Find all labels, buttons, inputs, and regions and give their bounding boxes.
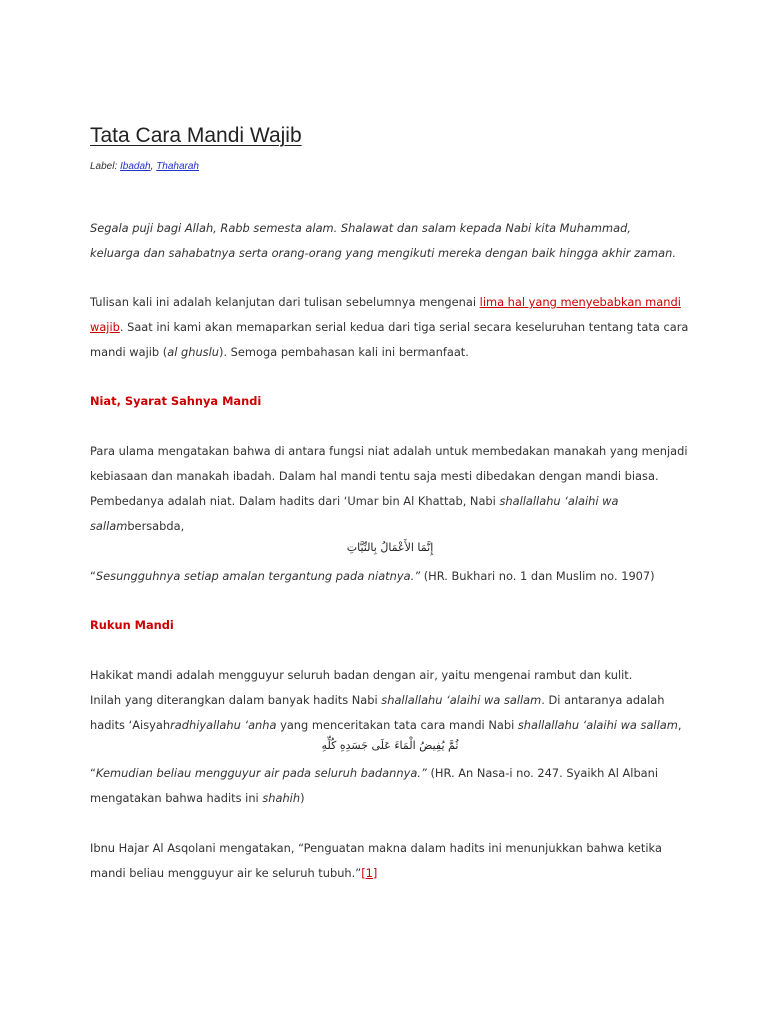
rukun-line-2-italic: shallallahu ‘alaihi wa sallam bbox=[381, 693, 542, 707]
rukun-line-3-italic-1: radhiyallahu ‘anha bbox=[170, 718, 277, 732]
arabic-hadith-niat: إِنَّمَا الأَعْمَالُ بِالنِّيَّاتِ bbox=[346, 541, 434, 554]
quote-rukun-end: ) bbox=[300, 791, 305, 805]
paragraph-rukun bbox=[90, 663, 690, 738]
p1-text-mid: . Saat ini kami akan memaparkan serial kedua dari tiga serial secara keseluruhan tentang tata cara mandi wajib ( bbox=[90, 320, 689, 359]
heading-niat: Niat, Syarat Sahnya Mandi bbox=[90, 394, 262, 408]
intro-line-2: keluarga dan sahabatnya serta orang-orang yang mengikuti mereka dengan baik hingga akhir zaman. bbox=[90, 246, 676, 260]
rukun-line-3-mid: yang menceritakan tata cara mandi Nabi bbox=[276, 718, 518, 732]
rukun-line-3-post: , bbox=[677, 718, 682, 732]
rukun-line-2-post: . Di antaranya adalah bbox=[541, 693, 665, 707]
intro-line-1: Segala puji bagi Allah, Rabb semesta alam. Shalawat dan salam kepada Nabi kita Muhammad, bbox=[90, 221, 631, 235]
quote-rukun-open: “ bbox=[90, 766, 96, 780]
paragraph-ibnu-hajar bbox=[90, 836, 690, 886]
quote-niat-ref: (HR. Bukhari no. 1 dan Muslim no. 1907) bbox=[420, 569, 655, 583]
label-link-thaharah[interactable]: Thaharah bbox=[156, 161, 199, 172]
rukun-line-1: Hakikat mandi adalah mengguyur seluruh badan dengan air, yaitu mengenai rambut dan kulit. bbox=[90, 668, 633, 682]
paragraph-continuation bbox=[90, 290, 690, 365]
quote-rukun-ref: (HR. An Nasa-i no. 247. Syaikh Al Albani mengatakan bahwa hadits ini bbox=[90, 766, 659, 805]
quote-niat bbox=[90, 564, 690, 589]
niat-text-pre: Para ulama mengatakan bahwa di antara fungsi niat adalah untuk membedakan manakah yang menjadi kebiasaan dan manakah ibadah. Dalam hal mandi tentu saja mesti dibedakan dengan mandi biasa. Pembedanya adalah niat. Dalam hadits dari ‘Umar bin Al Khattab, Nabi bbox=[90, 444, 688, 508]
footnote-link[interactable]: [1] bbox=[361, 866, 378, 880]
label-link-ibadah[interactable]: Ibadah bbox=[120, 161, 151, 172]
quote-niat-open: “ bbox=[90, 569, 96, 583]
quote-rukun bbox=[90, 761, 690, 811]
link-lima-hal[interactable]: lima hal yang menyebabkan mandi wajib bbox=[90, 295, 681, 334]
quote-rukun-italic: shahih bbox=[262, 791, 301, 805]
rukun-line-2-pre: Inilah yang diterangkan dalam banyak hadits Nabi bbox=[90, 693, 382, 707]
rukun-line-3-pre: hadits ‘Aisyah bbox=[90, 718, 171, 732]
intro-paragraph bbox=[90, 216, 690, 266]
post-title[interactable]: Tata Cara Mandi Wajib bbox=[90, 124, 302, 147]
arabic-hadith-rukun: ثُمَّ يُفِيضُ الْمَاءَ عَلَى جَسَدِهِ كُلِّهِ bbox=[321, 739, 459, 752]
niat-italic: shallallahu ‘alaihi wa sallam bbox=[90, 494, 619, 533]
label-prefix: Label: bbox=[90, 161, 121, 172]
p1-text-post: ). Semoga pembahasan kali ini bermanfaat. bbox=[219, 345, 469, 359]
heading-rukun: Rukun Mandi bbox=[90, 618, 174, 632]
quote-niat-text: Sesungguhnya setiap amalan tergantung pada niatnya.” bbox=[95, 569, 421, 583]
quote-rukun-text: Kemudian beliau mengguyur air pada seluruh badannya.” bbox=[95, 766, 427, 780]
niat-text-post: bersabda, bbox=[127, 519, 185, 533]
p1-text-pre: Tulisan kali ini adalah kelanjutan dari tulisan sebelumnya mengenai bbox=[90, 295, 480, 309]
rukun-line-3-italic-2: shallallahu ‘alaihi wa sallam bbox=[517, 718, 678, 732]
ibnu-hajar-text: Ibnu Hajar Al Asqolani mengatakan, “Penguatan makna dalam hadits ini menunjukkan bahwa ketika mandi beliau mengguyur air ke seluruh tubuh.” bbox=[90, 841, 662, 880]
paragraph-niat bbox=[90, 439, 690, 539]
label-separator: , bbox=[150, 161, 157, 172]
post-labels bbox=[90, 161, 199, 172]
p1-italic: al ghuslu bbox=[167, 345, 219, 359]
